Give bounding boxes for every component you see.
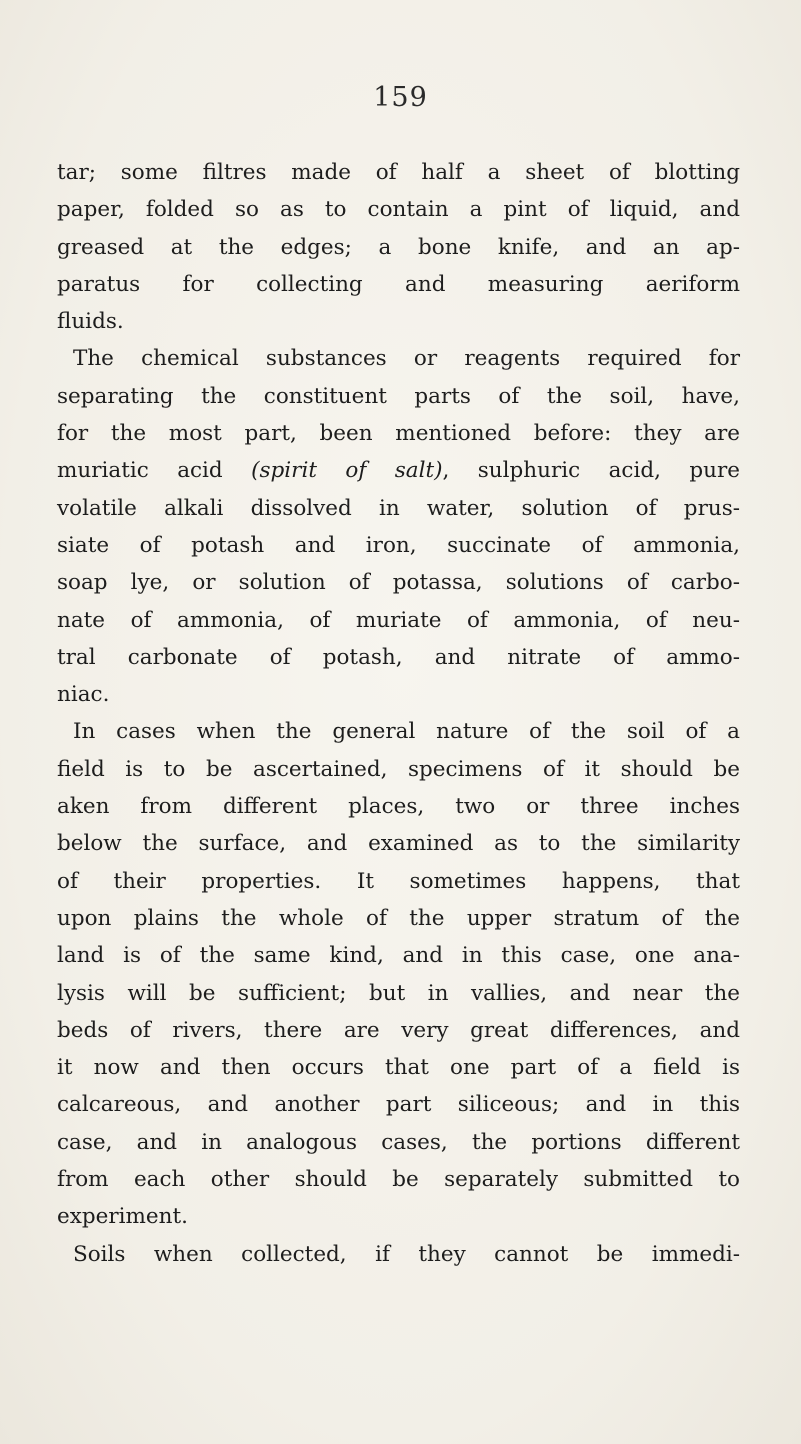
text-line: tral carbonate of potash, and nitrate of ammo- xyxy=(57,644,740,670)
text-line: for the most part, been mentioned before: they are xyxy=(57,421,740,447)
text-line: In cases when the general nature of the soil of a xyxy=(73,719,740,745)
text-line: experiment. xyxy=(57,1204,188,1230)
text-line: fluids. xyxy=(57,309,124,335)
text-line: niac. xyxy=(57,682,110,708)
text-line: paper, folded so as to contain a pint of liquid, and xyxy=(57,197,740,223)
text-line: below the surface, and examined as to the similarity xyxy=(57,831,740,857)
text-line: nate of ammonia, of muriate of ammonia, of neu- xyxy=(57,607,740,633)
text-line: The chemical substances or reagents required for xyxy=(73,346,740,372)
text-line: beds of rivers, there are very great differences, and xyxy=(57,1017,740,1043)
text-line: field is to be ascertained, specimens of it should be xyxy=(57,756,740,782)
text-line: it now and then occurs that one part of a field is xyxy=(57,1055,740,1081)
text-line: tar; some filtres made of half a sheet of blotting xyxy=(57,160,740,185)
text-line: siate of potash and iron, succinate of ammonia, xyxy=(57,532,740,558)
text-line: Soils when collected, if they cannot be immedi- xyxy=(73,1241,740,1267)
text-line: land is of the same kind, and in this case, one ana- xyxy=(57,943,740,969)
text-line: from each other should be separately submitted to xyxy=(57,1167,740,1193)
text-line: greased at the edges; a bone knife, and an ap- xyxy=(57,234,740,260)
page-number: 159 xyxy=(373,82,428,113)
text-span: muriatic acid xyxy=(57,458,252,484)
body-text xyxy=(57,154,740,1273)
text-line: upon plains the whole of the upper stratum of the xyxy=(57,905,740,931)
text-line: case, and in analogous cases, the portions different xyxy=(57,1129,740,1155)
text-line: separating the constituent parts of the soil, have, xyxy=(57,383,740,409)
text-span: , sulphuric acid, pure xyxy=(442,458,740,484)
text-line: calcareous, and another part siliceous; and in this xyxy=(57,1092,740,1118)
text-line: soap lye, or solution of potassa, solutions of carbo- xyxy=(57,570,740,596)
text-line: paratus for collecting and measuring aeriform xyxy=(57,271,740,297)
text-line: of their properties. It sometimes happens, that xyxy=(57,868,740,894)
text-line: lysis will be sufficient; but in vallies, and near the xyxy=(57,980,740,1006)
text-line xyxy=(57,452,740,489)
italic-text: (spirit of salt) xyxy=(251,458,443,484)
text-line: aken from different places, two or three inches xyxy=(57,794,740,820)
text-line: volatile alkali dissolved in water, solution of prus- xyxy=(57,495,740,521)
